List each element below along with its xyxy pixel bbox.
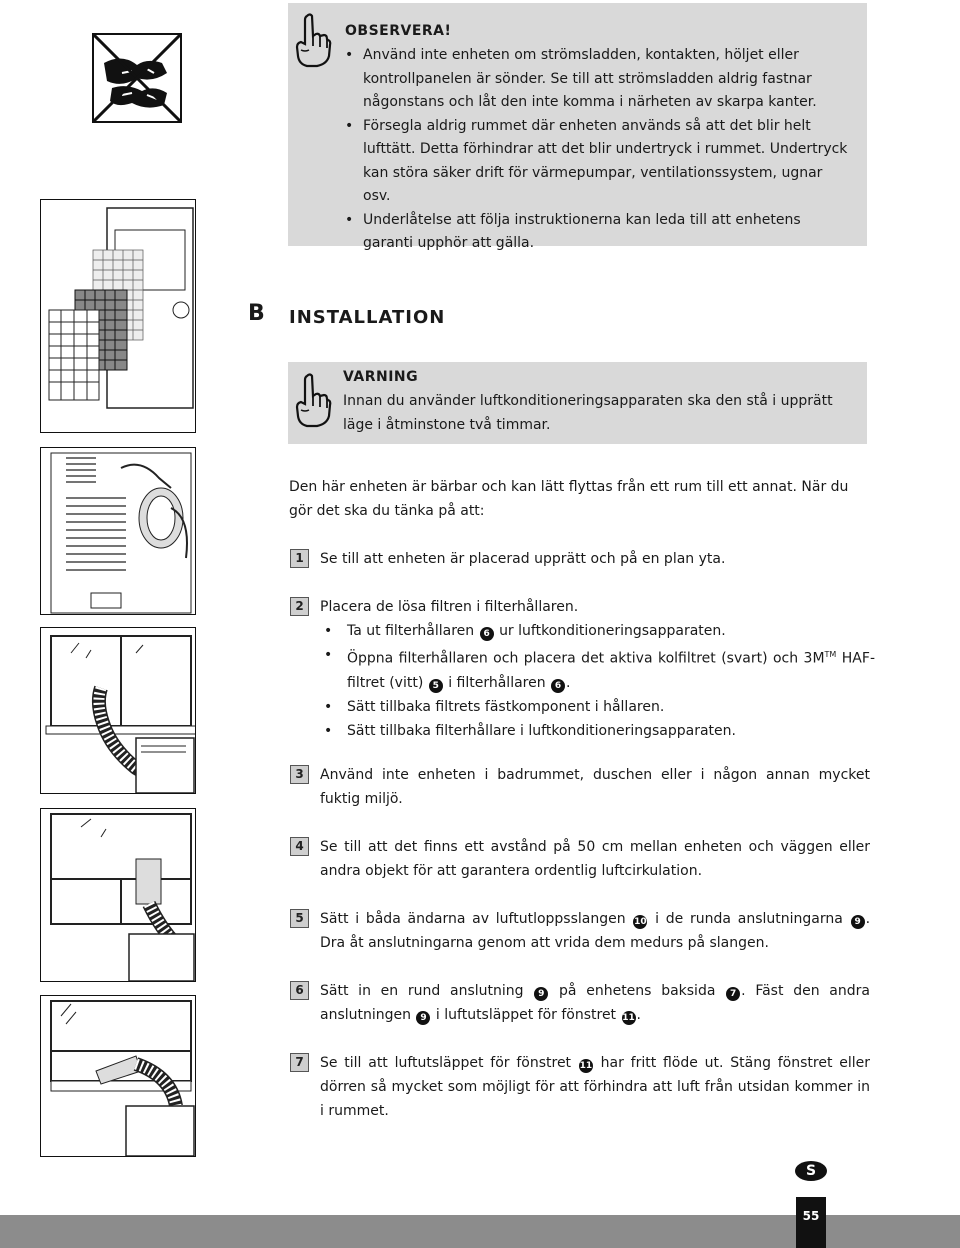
step-number: 5: [290, 909, 309, 928]
observera-bullet: • Försegla aldrig rummet där enheten används så att det blir helt lufttätt. Detta förhindrar att det blir undertryck i rummet. Undertryck kan störa säker drift för värmepumpar, ventilationssystem, ugnar osv.: [343, 115, 853, 209]
intro-text: Den här enheten är bärbar och kan lätt flyttas från ett rum till ett annat. När du gör det ska du tänka på att:: [289, 479, 849, 519]
step-bullet: • Sätt tillbaka filtrets fästkomponent i hållaren.: [320, 695, 875, 719]
window-hose-illustration-1: [40, 627, 196, 794]
varning-title: VARNING: [343, 369, 419, 385]
step-number: 6: [290, 981, 309, 1000]
step-bullet: • Sätt tillbaka filterhållare i luftkonditioneringsapparaten.: [320, 719, 875, 743]
ref-11: 11: [579, 1061, 593, 1071]
step-number: 2: [290, 597, 309, 616]
hose-connect-illustration: [40, 447, 196, 615]
ref-7: 7: [726, 987, 740, 1001]
observera-bullet: • Underlåtelse att följa instruktionerna kan leda till att enhetens garanti upphör att gälla.: [343, 209, 853, 256]
language-badge: S: [795, 1161, 827, 1181]
step-text: Sätt in en rund anslutning 9 på enhetens baksida 7 . Fäst den andra anslutningen 9 i luftutsläppet för fönstret 11 .: [320, 983, 870, 1023]
step-number: 1: [290, 549, 309, 568]
ref-9: 9: [851, 915, 865, 929]
varning-text: Innan du använder luftkonditioneringsapparaten ska den stå i upprätt läge i åtminstone två timmar.: [343, 393, 833, 433]
ref-6: 6: [480, 627, 494, 641]
page-number: 55: [796, 1197, 826, 1248]
step-text: Se till att luftutsläppet för fönstret 11 har fritt flöde ut. Stäng fönstret eller dörren så mycket som möjligt för att förhindra att luft från utsidan kommer in i rummet.: [320, 1055, 871, 1119]
step-text: Se till att enheten är placerad upprätt och på en plan yta.: [320, 551, 726, 567]
filter-illustration: [40, 199, 196, 433]
observera-list: [343, 44, 853, 256]
step-text: Sätt i båda ändarna av luftutloppsslangen 10 i de runda anslutningarna 9 . Dra åt anslutningarna genom att vrida dem medurs på slangen.: [320, 911, 871, 951]
ref-11: 11: [622, 1013, 635, 1023]
ref-6: 6: [551, 679, 565, 693]
step-text: Använd inte enheten i badrummet, duschen eller i någon annan mycket fuktig miljö.: [320, 767, 870, 807]
observera-bullet: • Använd inte enheten om strömsladden, kontakten, höljet eller kontrollpanelen är sönder. Se till att strömsladden aldrig fastnar någonstans och låt den inte komma i närheten av skarpa kanter.: [343, 44, 853, 115]
step-2-list: [320, 619, 875, 743]
window-hose-illustration-3: [40, 995, 196, 1157]
ref-10: 10: [634, 917, 647, 927]
step-bullet: • Ta ut filterhållaren 6 ur luftkonditioneringsapparaten.: [320, 619, 875, 643]
observera-title: OBSERVERA!: [345, 23, 452, 39]
section-title: INSTALLATION: [289, 307, 446, 328]
section-letter: B: [248, 301, 265, 326]
step-number: 3: [290, 765, 309, 784]
window-hose-illustration-2: [40, 808, 196, 982]
step-number: 4: [290, 837, 309, 856]
ref-5: 5: [429, 679, 443, 693]
step-text: Se till att det finns ett avstånd på 50 cm mellan enheten och väggen eller andra objekt för att garantera ordentlig luftcirkulation.: [320, 839, 870, 879]
step-text: Placera de lösa filtren i filterhållaren.: [320, 599, 579, 615]
ref-9: 9: [416, 1011, 430, 1025]
hand-pointing-icon: [293, 12, 333, 70]
step-bullet: • Öppna filterhållaren och placera det aktiva kolfiltret (svart) och 3M™ HAF-filtret (vitt) 5 i filterhållaren 6 .: [320, 643, 875, 695]
step-number: 7: [290, 1053, 309, 1072]
ref-9: 9: [534, 987, 548, 1001]
hand-pointing-icon: [293, 372, 333, 430]
no-handling-icon: [92, 33, 182, 123]
